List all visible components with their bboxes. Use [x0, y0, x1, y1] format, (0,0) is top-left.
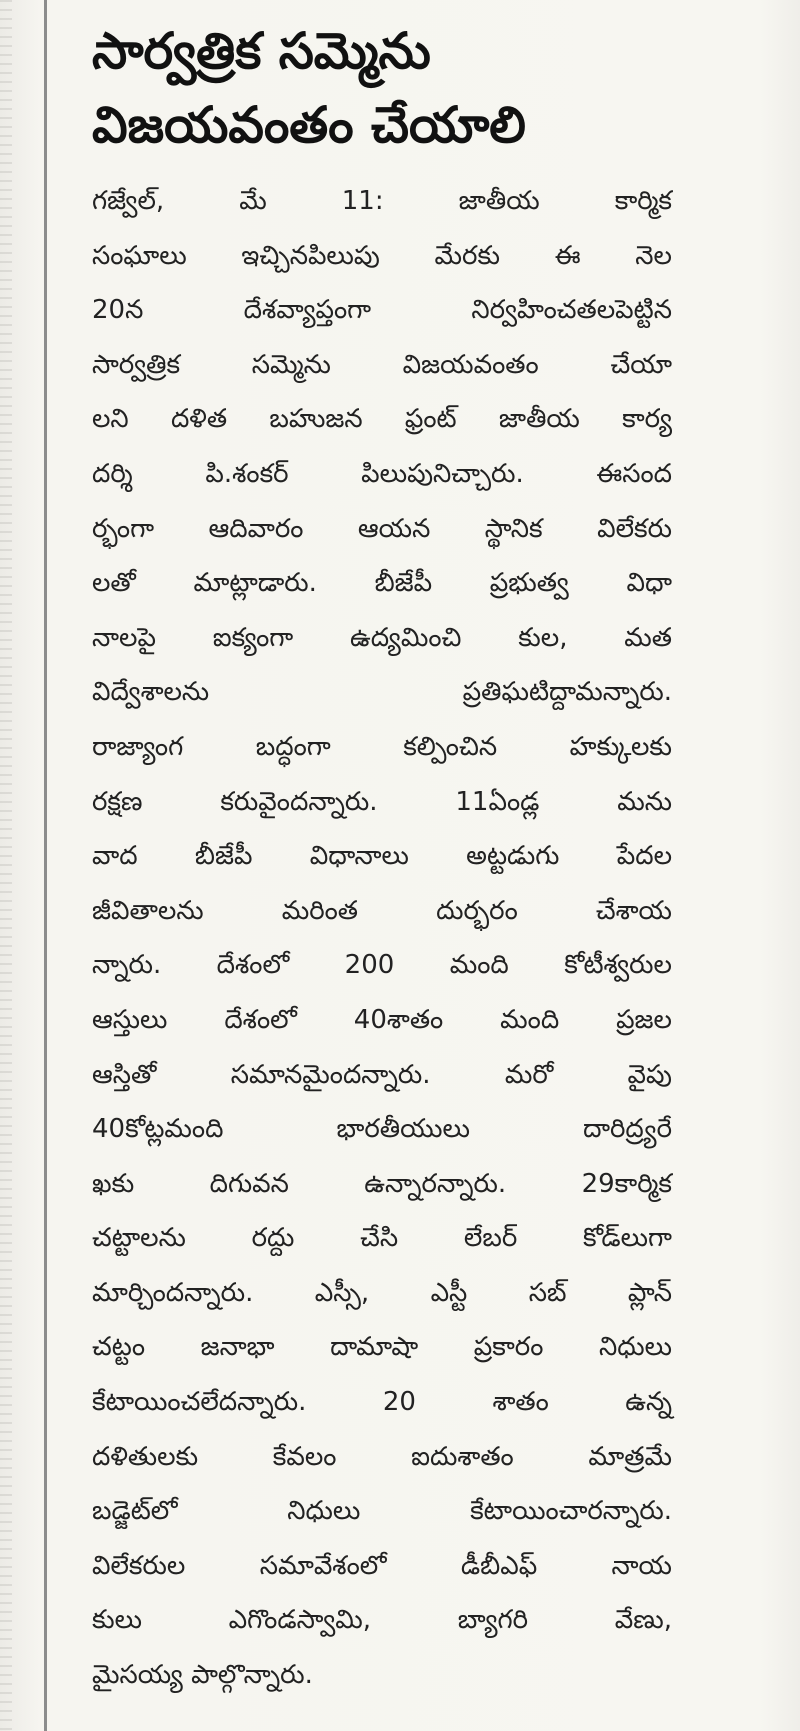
body-line: విలేకరుల సమావేశంలో డీబీఎఫ్ నాయ	[92, 1550, 672, 1581]
body-line: దర్శి పి.శంకర్ పిలుపునిచ్చారు. ఈసంద	[92, 458, 672, 489]
body-line: న్నారు. దేశంలో 200 మంది కోటీశ్వరుల	[92, 950, 672, 981]
article-body	[92, 174, 672, 1703]
body-line: 40కోట్లమంది భారతీయులు దారిద్ర్యరే	[92, 1114, 672, 1145]
body-line: ర్భంగా ఆదివారం ఆయన స్థానిక విలేకరు	[92, 513, 672, 544]
column-divider	[44, 0, 47, 1731]
body-line: ఆస్తితో సమానమైందన్నారు. మరో వైపు	[92, 1059, 672, 1090]
body-line: దళితులకు కేవలం ఐదుశాతం మాత్రమే	[92, 1441, 672, 1472]
body-line: మార్చిందన్నారు. ఎస్సీ, ఎస్టీ సబ్ ప్లాన్	[92, 1277, 672, 1308]
headline	[92, 14, 672, 162]
headline-line-1: సార్వత్రిక సమ్మెను	[92, 22, 431, 80]
left-edge-marks	[0, 0, 12, 1731]
body-line: కేటాయించలేదన్నారు. 20 శాతం ఉన్న	[92, 1387, 672, 1418]
body-line: సంఘాలు ఇచ్చినపిలుపు మేరకు ఈ నెల	[92, 240, 672, 271]
body-line: రక్షణ కరువైందన్నారు. 11ఏండ్ల మను	[92, 786, 672, 817]
body-line: ఆస్తులు దేశంలో 40శాతం మంది ప్రజల	[92, 1004, 672, 1035]
body-line-last: మైసయ్య పాల్గొన్నారు.	[92, 1660, 313, 1691]
body-line: కులు ఎగొండస్వామి, బ్యాగరి వేణు,	[92, 1605, 672, 1636]
body-line: ఖకు దిగువన ఉన్నారన్నారు. 29కార్మిక	[92, 1168, 672, 1199]
body-line: గజ్వేల్, మే 11: జాతీయ కార్మిక	[92, 186, 672, 216]
body-line: చట్టం జనాభా దామాషా ప్రకారం నిధులు	[92, 1332, 672, 1363]
body-line: చట్టాలను రద్దు చేసి లేబర్ కోడ్‌లుగా	[92, 1223, 672, 1254]
body-line: విద్వేశాలను ప్రతిఘటిద్దామన్నారు.	[92, 677, 672, 708]
body-line: జీవితాలను మరింత దుర్భరం చేశాయ	[92, 895, 672, 926]
body-line: రాజ్యాంగ బద్ధంగా కల్పించిన హక్కులకు	[92, 731, 672, 762]
body-line: లని దళిత బహుజన ఫ్రంట్ జాతీయ కార్య	[92, 404, 672, 435]
body-line: సార్వత్రిక సమ్మెను విజయవంతం చేయా	[92, 349, 672, 380]
body-line: లతో మాట్లాడారు. బీజేపీ ప్రభుత్వ విధా	[92, 568, 672, 599]
body-line: నాలపై ఐక్యంగా ఉద్యమించి కుల, మత	[92, 622, 672, 653]
article	[92, 14, 672, 1703]
body-line: వాద బీజేపీ విధానాలు అట్టడుగు పేదల	[92, 841, 672, 872]
body-line: 20న దేశవ్యాప్తంగా నిర్వహించతలపెట్టిన	[92, 295, 672, 326]
body-line: బడ్జెట్‌లో నిధులు కేటాయించారన్నారు.	[92, 1496, 672, 1527]
headline-line-2: విజయవంతం చేయాలి	[92, 96, 526, 154]
